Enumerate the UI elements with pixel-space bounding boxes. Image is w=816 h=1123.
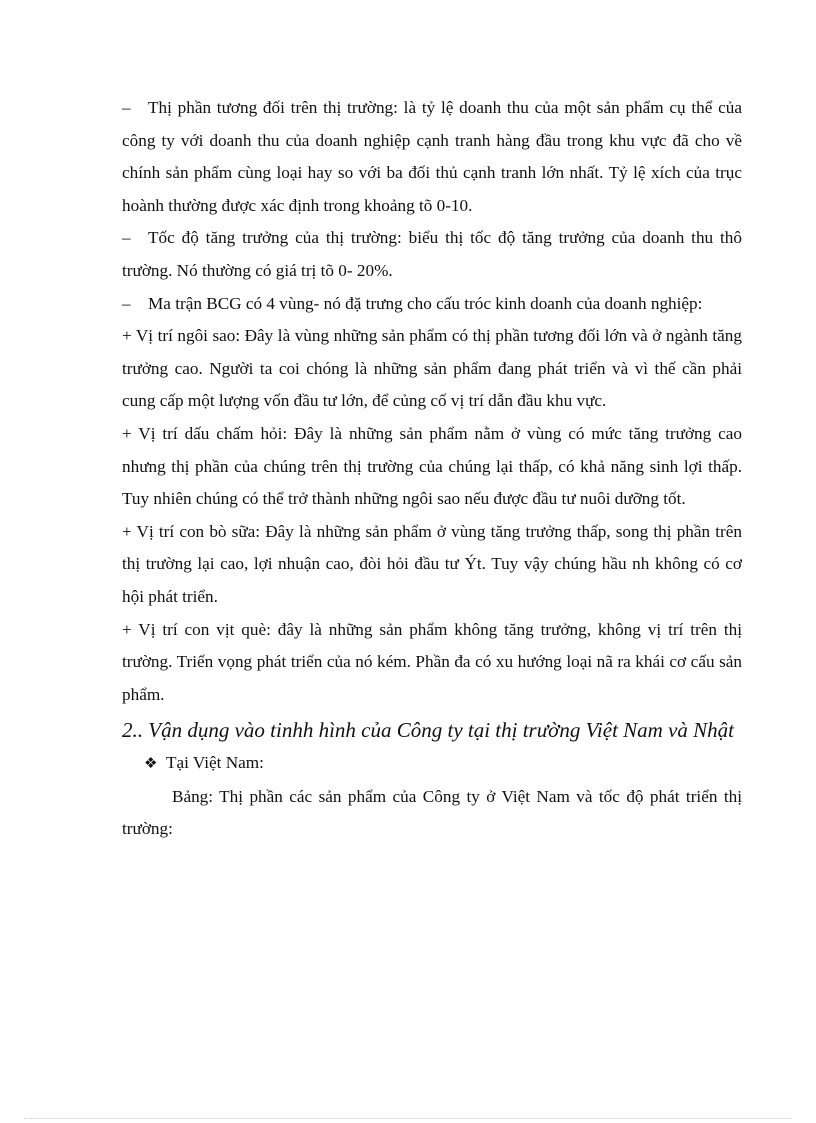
paragraph-text: Tốc độ tăng trưởng của thị trường: biểu thị tốc độ tăng trưởng của doanh thu thô trường. Nó thường có giá trị tõ 0- 20%. <box>122 228 742 280</box>
subheading-vietnam <box>144 747 742 781</box>
dash-bullet: – <box>122 293 131 313</box>
table-caption: Bảng: Thị phần các sản phẩm của Công ty ở Việt Nam và tốc độ phát triển thị trường: <box>122 786 742 839</box>
dash-bullet: – <box>122 98 131 117</box>
document-page <box>122 92 742 846</box>
paragraph-question-mark: + Vị trí dấu chấm hỏi: Đây là những sản phẩm nằm ở vùng có mức tăng trưởng cao nhưng thị phần của chúng trên thị trường của chúng lại thấp, có khả năng sinh lợi thấp. Tuy nhiên chúng có thể trở thành những ngôi sao nếu được đầu tư nuôi dưỡng tốt. <box>122 423 742 509</box>
section-heading: 2.. Vận dụng vào tinhh hình của Công ty tại thị trường Việt Nam và Nhật <box>122 718 734 743</box>
paragraph-text: Ma trận BCG có 4 vùng- nó đặ trưng cho cấu tróc kinh doanh của doanh nghiệp: <box>148 293 703 313</box>
paragraph-dog: + Vị trí con vịt què: đây là những sản phẩm không tăng trưởng, không vị trí trên thị trường. Triển vọng phát triển của nó kém. Phần đa có xu hướng loại nã ra khái cơ cấu sản phẩm. <box>122 619 742 704</box>
paragraph-relative-market-share <box>122 92 742 222</box>
paragraph-star: + Vị trí ngôi sao: Đây là vùng những sản phẩm có thị phần tương đối lớn và ở ngành tăng trưởng cao. Người ta coi chóng là những sản phẩm đang phát triển và vì thế cần phải cung cấp một lượng vốn đầu tư lớn, để củng cố vị trí dẫn đầu khu vực. <box>122 326 742 411</box>
paragraph-cash-cow: + Vị trí con bò sữa: Đây là những sản phẩm ở vùng tăng trưởng thấp, song thị phần trên thị trường lại cao, lợi nhuận cao, đòi hỏi đầu tư Ýt. Tuy vậy chúng hầu nh không có cơ hội phát triển. <box>122 521 742 606</box>
dash-bullet: – <box>122 228 131 248</box>
subheading-text: Tại Việt Nam: <box>166 753 264 773</box>
paragraph-bcg-matrix <box>122 288 742 321</box>
diamond-bullet-icon: ❖ <box>144 756 158 773</box>
paragraph-market-growth <box>122 222 742 287</box>
footer-divider <box>24 1118 792 1119</box>
paragraph-text: Thị phần tương đối trên thị trường: là tỷ lệ doanh thu của một sản phẩm cụ thể của công ty với doanh thu của doanh nghiệp cạnh tranh hàng đầu trong khu vực đã cho về chính sản phẩm cùng loại hay so với ba đối thủ cạnh tranh lớn nhất. Tỷ lệ xích của trục hoành thường được xác định trong khoảng tõ 0-10. <box>122 98 742 215</box>
